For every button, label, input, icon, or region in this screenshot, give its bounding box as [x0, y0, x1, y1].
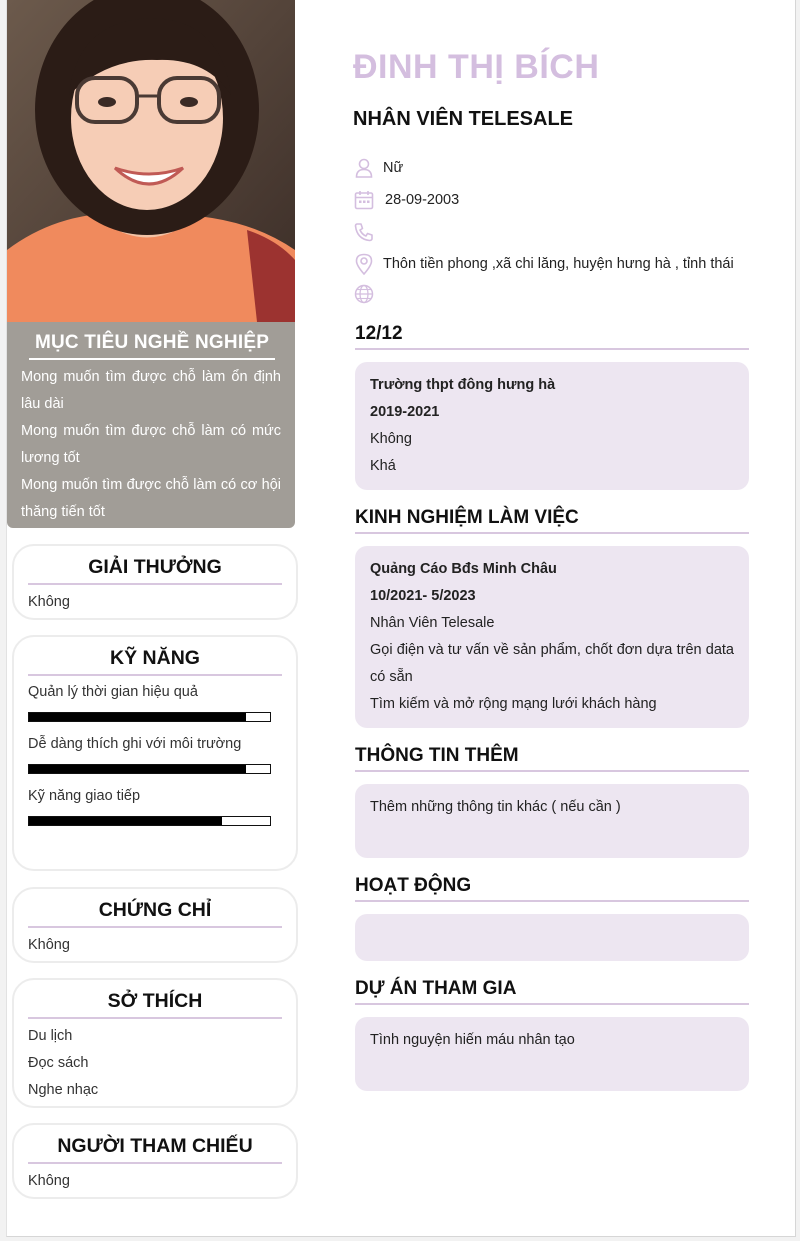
objective-line: Mong muốn tìm được chỗ làm có mức lương tốt	[21, 423, 281, 466]
additional-info-text: Thêm những thông tin khác ( nếu cần )	[370, 799, 621, 815]
career-objective-text	[21, 364, 281, 526]
experience-duty: Gọi điện và tư vấn về sản phẩm, chốt đơn dựa trên data có sẵn	[370, 642, 734, 685]
candidate-position: NHÂN VIÊN TELESALE	[353, 108, 574, 130]
skill-label: Kỹ năng giao tiếp	[28, 788, 141, 804]
skill-bar-fill	[29, 713, 246, 721]
hobby-item: Du lịch	[28, 1028, 73, 1044]
hobby-item: Đọc sách	[28, 1055, 89, 1071]
activities-box	[355, 914, 749, 961]
location-pin-icon	[353, 253, 375, 275]
skill-label: Dễ dàng thích ghi với môi trường	[28, 736, 242, 752]
skill-bar	[28, 764, 271, 774]
phone-row	[353, 220, 383, 244]
certificates-title: CHỨNG CHỈ	[28, 899, 282, 928]
skill-bar	[28, 712, 271, 722]
career-objective-title: MỤC TIÊU NGHỀ NGHIỆP	[29, 330, 275, 360]
experience-box	[355, 546, 749, 728]
activities-title: HOẠT ĐỘNG	[355, 875, 749, 902]
objective-line: Mong muốn tìm được chỗ làm có cơ hội thăng tiến tốt	[21, 477, 281, 520]
candidate-name: ĐINH THỊ BÍCH	[353, 48, 600, 86]
globe-icon	[353, 283, 375, 305]
awards-item: Không	[28, 594, 70, 610]
address-row	[353, 252, 734, 276]
education-box	[355, 362, 749, 490]
skill-bar	[28, 816, 271, 826]
projects-box	[355, 1017, 749, 1091]
experience-period: 10/2021- 5/2023	[370, 588, 476, 604]
additional-info-box	[355, 784, 749, 858]
projects-text: Tình nguyện hiến máu nhân tạo	[370, 1032, 575, 1048]
birthdate-value: 28-09-2003	[385, 192, 460, 208]
hobbies-section	[12, 978, 298, 1108]
skills-title: KỸ NĂNG	[28, 647, 282, 676]
projects-title: DỰ ÁN THAM GIA	[355, 978, 749, 1005]
birthdate-row	[353, 188, 459, 212]
experience-title: KINH NGHIỆM LÀM VIỆC	[355, 507, 749, 534]
experience-company: Quảng Cáo Bđs Minh Châu	[370, 561, 557, 577]
certificates-section	[12, 887, 298, 963]
awards-title: GIẢI THƯỞNG	[28, 556, 282, 585]
education-period: 2019-2021	[370, 404, 440, 420]
additional-info-title: THÔNG TIN THÊM	[355, 745, 749, 772]
hobby-item: Nghe nhạc	[28, 1082, 99, 1098]
hobbies-title: SỞ THÍCH	[28, 990, 282, 1019]
skill-bar-fill	[29, 765, 246, 773]
experience-role: Nhân Viên Telesale	[370, 615, 495, 631]
skill-label: Quản lý thời gian hiệu quả	[28, 684, 198, 700]
calendar-icon	[353, 189, 375, 211]
cv-page	[6, 0, 796, 1237]
education-major: Không	[370, 431, 412, 447]
education-title: 12/12	[355, 323, 749, 350]
profile-photo	[7, 0, 295, 322]
experience-duty: Tìm kiếm và mở rộng mạng lưới khách hàng	[370, 696, 657, 712]
gender-row	[353, 156, 403, 180]
skill-bar-fill	[29, 817, 222, 825]
references-section	[12, 1123, 298, 1199]
education-school: Trường thpt đông hưng hà	[370, 377, 556, 393]
profile-photo-illustration	[7, 0, 295, 322]
gender-value: Nữ	[383, 160, 404, 176]
references-item: Không	[28, 1173, 70, 1189]
awards-section	[12, 544, 298, 620]
skills-section	[12, 635, 298, 871]
website-row	[353, 282, 383, 306]
certificates-item: Không	[28, 937, 70, 953]
phone-icon	[353, 221, 375, 243]
education-grade: Khá	[370, 458, 396, 474]
references-title: NGƯỜI THAM CHIẾU	[28, 1135, 282, 1164]
objective-line: Mong muốn tìm được chỗ làm ổn định lâu dài	[21, 369, 281, 412]
career-objective-section	[7, 322, 295, 528]
address-value: Thôn tiền phong ,xã chi lăng, huyện hưng hà , tỉnh thái	[383, 256, 734, 272]
user-icon	[353, 157, 375, 179]
